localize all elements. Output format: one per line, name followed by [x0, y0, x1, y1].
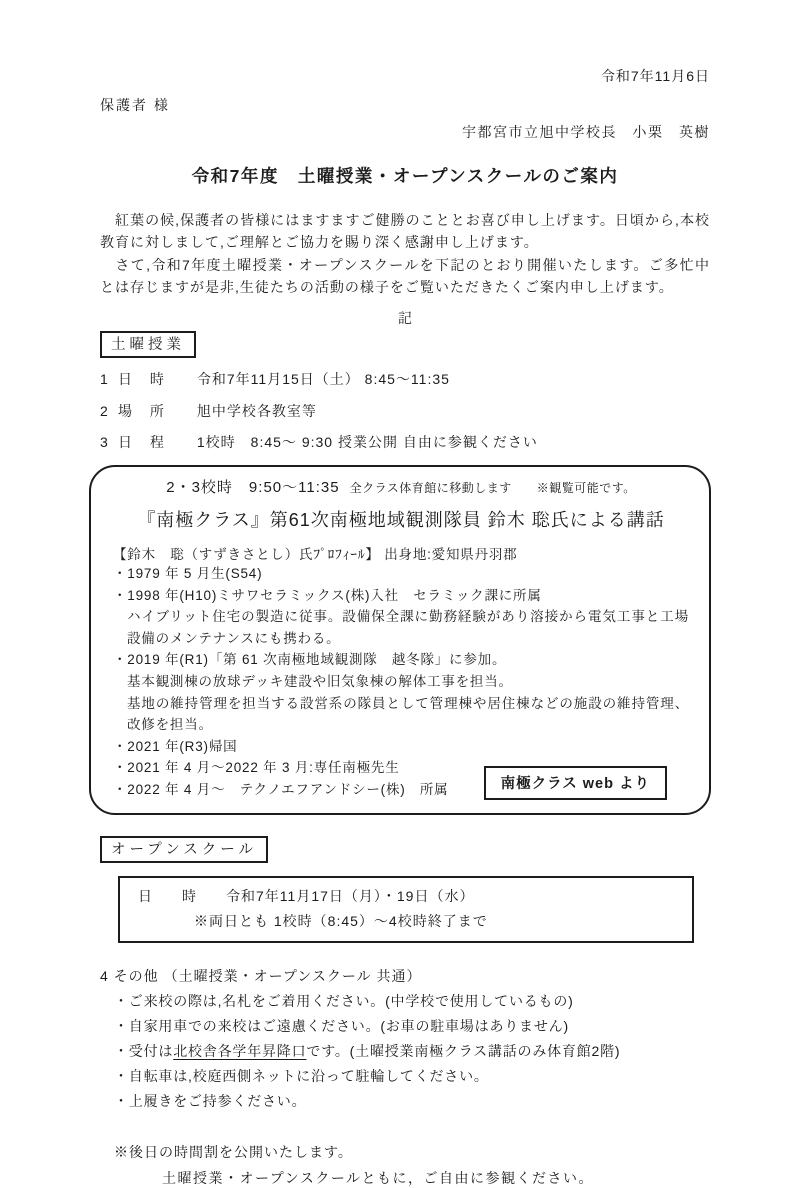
section-label-open-school: オープンスクール	[100, 836, 268, 863]
saturday-item-datetime	[100, 369, 710, 389]
profile-line: ・2019 年(R1)「第 61 次南極地域観測隊 越冬隊」に参加。	[113, 652, 507, 668]
speaker-profile-title: 【鈴木 聡（すずきさとし）氏ﾌﾟﾛﾌｨｰﾙ】 出身地:愛知県丹羽郡	[113, 547, 518, 563]
profile-line: ・2021 年(R3)帰国	[113, 738, 238, 754]
others-bullet-bicycle: ・自転車は,校庭西側ネットに沿って駐輪してください。	[114, 1067, 489, 1084]
footer-timetable-note: ※後日の時間割を公開いたします。	[114, 1143, 353, 1160]
profile-line: 基本観測棟の放球デッキ建設や旧気象棟の解体工事を担当。	[127, 674, 513, 690]
open-school-datetime-note: ※両日とも 1校時（8:45）～4校時終了まで	[194, 912, 488, 929]
open-school-datetime-heading: 日 時	[138, 887, 204, 904]
open-school-datetime-value: 令和7年11月17日（月）・19日（水）	[226, 887, 475, 904]
sender-name: 宇都宮市立旭中学校長 小栗 英樹	[462, 124, 710, 140]
open-school-datetime-line	[138, 886, 692, 906]
item-number: 1	[100, 371, 109, 388]
greeting-paragraph-1: 紅葉の候,保護者の皆様にはますますご健勝のこととお喜び申し上げます。日頃から,本校教育に対しまして,ご理解とご協力を賜り深く感謝申し上げます。	[100, 212, 710, 251]
others-bullet-no-car: ・自家用車での来校はご遠慮ください。(お車の駐車場はありません)	[114, 1017, 569, 1034]
reception-text-pre: ・受付は	[114, 1042, 174, 1059]
item-heading: 場 所	[118, 402, 171, 419]
footer-free-viewing-note: 土曜授業・オープンスクールともに，ご自由に参観ください。	[162, 1169, 595, 1186]
antarctic-lecture-box	[89, 465, 711, 815]
lecture-schedule-note: 全クラス体育館に移動します ※観覧可能です。	[349, 481, 636, 496]
saturday-item-schedule	[100, 432, 710, 452]
profile-line: ・1998 年(H10)ミサワセラミックス(株)入社 セラミック課に所属	[113, 587, 542, 603]
item-heading: 日 時	[118, 371, 171, 388]
open-school-datetime-box	[118, 876, 694, 943]
profile-line: ・2021 年 4 月～2022 年 3 月:専任南極先生	[113, 760, 400, 776]
profile-line: ・1979 年 5 月生(S54)	[113, 566, 263, 582]
lecture-schedule-time: 2・3校時 9:50～11:35	[166, 479, 340, 497]
greeting-paragraph-2: さて,令和7年度土曜授業・オープンスクールを下記のとおり開催いたします。ご多忙中とは存じますが是非,生徒たちの活動の様子をご覧いただきたくご案内申し上げます。	[100, 256, 710, 296]
reception-location-underlined: 北校舎各学年昇降口	[173, 1042, 307, 1059]
document-title: 令和7年度 土曜授業・オープンスクールのご案内	[191, 166, 619, 186]
item-number: 2	[100, 402, 109, 419]
others-bullet-reception	[100, 1041, 710, 1061]
others-section-heading: 4 その他 （土曜授業・オープンスクール 共通）	[100, 967, 422, 984]
item-value: 令和7年11月15日（土） 8:45～11:35	[196, 371, 450, 388]
addressee: 保護者 様	[100, 97, 170, 113]
profile-line: ハイブリット住宅の製造に従事。設備保全課に勤務経験があり溶接から電気工事と工場設備のメンテナンスにも携わる。	[127, 609, 689, 646]
others-bullet-name-tag: ・ご来校の際は,名札をご着用ください。(中学校で使用しているもの)	[114, 992, 574, 1009]
item-number: 3	[100, 434, 109, 451]
record-mark: 記	[398, 309, 412, 326]
others-bullet-slippers: ・上履きをご持参ください。	[114, 1092, 307, 1109]
lecture-schedule-line	[113, 476, 689, 497]
item-heading: 日 程	[118, 434, 171, 451]
reception-text-post: です。(土曜授業南極クラス講話のみ体育館2階)	[306, 1042, 621, 1059]
section-label-saturday-class: 土曜授業	[100, 331, 196, 358]
profile-line: 基地の維持管理を担当する設営系の隊員として管理棟や居住棟などの施設の維持管理、改修を担当。	[127, 695, 689, 733]
item-value: 1校時 8:45～ 9:30 授業公開 自由に参観ください	[196, 434, 538, 451]
profile-line: ・2022 年 4 月～ テクノエフアンドシー(株) 所属	[113, 782, 449, 797]
lecture-heading: 『南極クラス』第61次南極地域観測隊員 鈴木 聡氏による講話	[137, 510, 665, 531]
document-date: 令和7年11月6日	[600, 68, 710, 84]
web-credit-box: 南極クラス web より	[484, 766, 667, 800]
item-value: 旭中学校各教室等	[196, 402, 317, 419]
saturday-item-place	[100, 401, 710, 421]
